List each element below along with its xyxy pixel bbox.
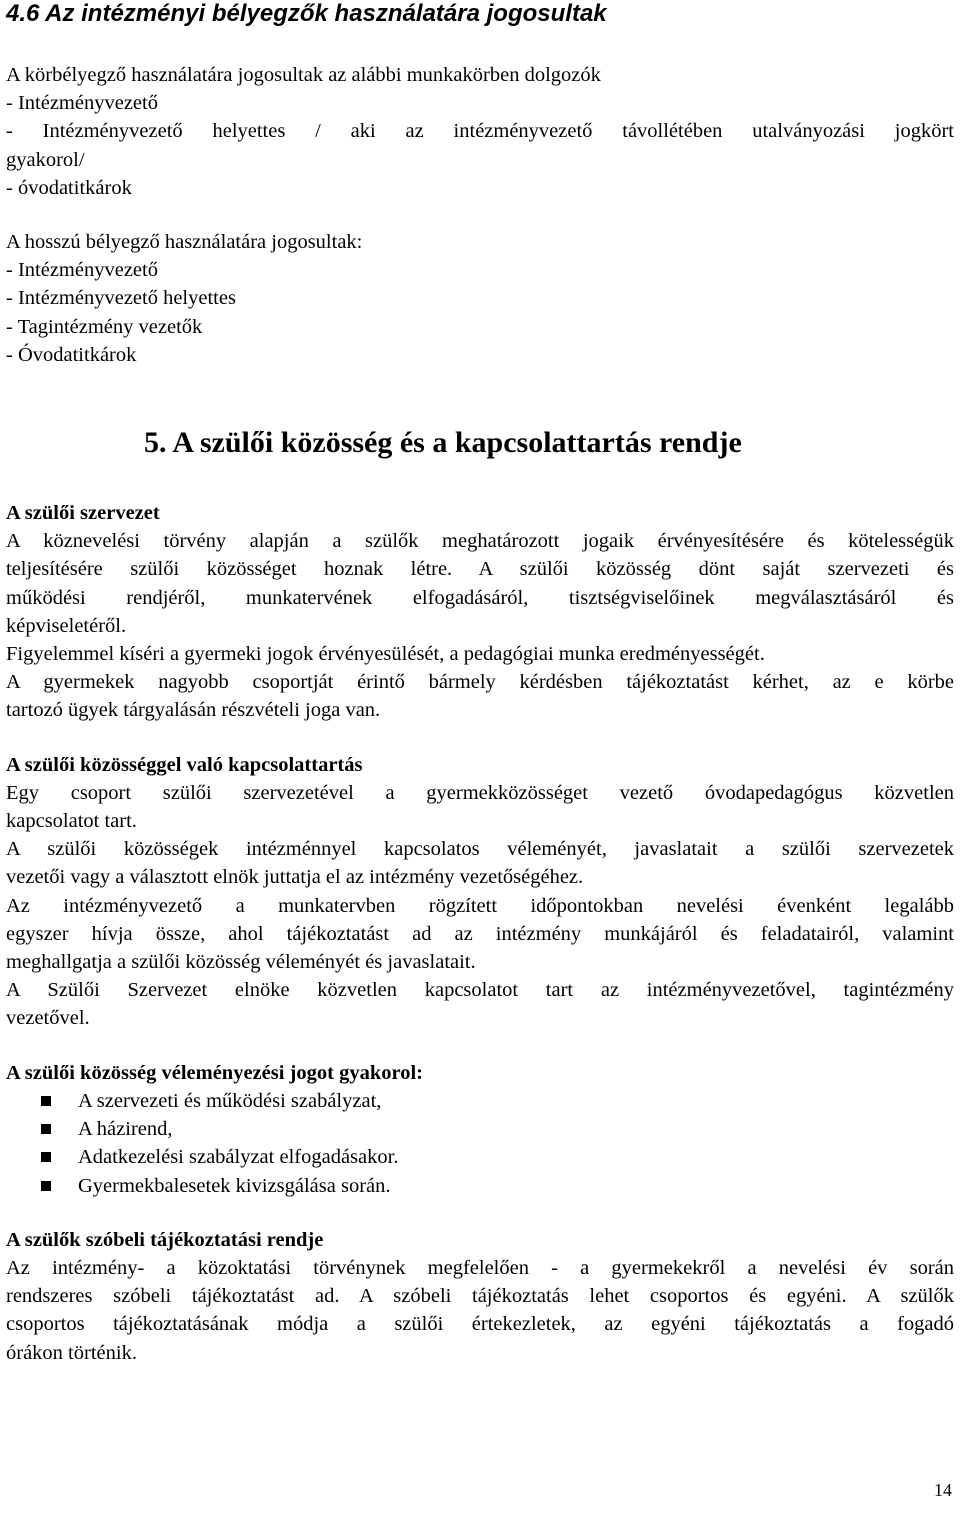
paragraph-line: egyszer hívja össze, ahol tájékoztatást ad az intézmény munkájáról és feladatairól, valamint [6,922,954,945]
paragraph-line: Figyelemmel kíséri a gyermeki jogok érvényesülését, a pedagógiai munka eredményességét. [6,643,765,666]
list-item: - Óvodatitkárok [6,343,137,366]
page-number: 14 [934,1480,952,1500]
opinion-block [6,1059,954,1200]
square-bullet-icon [41,1152,51,1162]
square-bullet-icon [41,1181,51,1191]
contact-heading: A szülői közösséggel való kapcsolattartás [6,753,363,776]
square-bullet-icon [41,1096,51,1106]
paragraph-line: Az intézményvezető a munkatervben rögzített időpontokban nevelési évenként legalább [6,894,954,917]
oral-info-heading: A szülők szóbeli tájékoztatási rendje [6,1228,324,1251]
contact-block [6,751,954,1033]
paragraph-line: csoportos tájékoztatásának módja a szülői értekezletek, az egyéni tájékoztatás a fogadó [6,1313,954,1336]
paragraph-line: A köznevelési törvény alapján a szülők meghatározott jogaik érvényesítésére és kötelességük [6,530,954,553]
paragraph-line: A gyermekek nagyobb csoportját érintő bármely kérdésben tájékoztatást kérhet, az e körbe [6,671,954,694]
paragraph-line: A szülői közösségek intézménnyel kapcsolatos véleményét, javaslatait a szülői szervezetek [6,838,954,861]
chapter-5-title: 5. A szülői közösség és a kapcsolattartás rendje [144,426,742,460]
list-item: gyakorol/ [6,148,85,171]
paragraph-line: teljesítésére szülői közösséget hoznak létre. A szülői közösség dönt saját szervezeti és [6,558,954,581]
opinion-list [6,1087,954,1200]
round-stamp-block [6,61,954,202]
paragraph-line: meghallgatja a szülői közösség véleményét és javaslatait. [6,951,476,974]
parent-org-block [6,499,954,725]
paragraph-line: kapcsolatot tart. [6,810,137,833]
document-page [6,0,954,1367]
paragraph-line: tartozó ügyek tárgyalásán részvételi joga van. [6,699,381,722]
paragraph-line: Az intézmény- a közoktatási törvénynek megfelelően - a gyermekekről a nevelési év során [6,1256,954,1279]
list-item: - Intézményvezető helyettes [6,287,236,310]
section-4-6-title: 4.6 Az intézményi bélyegzők használatára jogosultak [6,0,607,27]
long-stamp-block [6,228,954,369]
list-item: - Intézményvezető [6,92,158,115]
paragraph-line: órákon történik. [6,1341,137,1364]
list-item: - Intézményvezető [6,259,158,282]
round-stamp-intro: A körbélyegző használatára jogosultak az alábbi munkakörben dolgozók [6,64,601,86]
opinion-heading: A szülői közösség véleményezési jogot gyakorol: [6,1061,423,1084]
oral-info-block [6,1226,954,1367]
list-item: A házirend, [78,1115,954,1143]
paragraph-line: A Szülői Szervezet elnöke közvetlen kapcsolatot tart az intézményvezetővel, tagintézmény [6,979,954,1002]
list-item: - Intézményvezető helyettes / aki az intézményvezető távollétében utalványozási jogkört [6,120,954,143]
parent-org-heading: A szülői szervezet [6,502,160,525]
list-item: Adatkezelési szabályzat elfogadásakor. [78,1143,954,1171]
list-item: - Tagintézmény vezetők [6,315,203,338]
long-stamp-intro: A hosszú bélyegző használatára jogosultak: [6,231,363,254]
paragraph-line: Egy csoport szülői szervezetével a gyermekközösséget vezető óvodapedagógus közvetlen [6,781,954,804]
list-item: - óvodatitkárok [6,176,132,199]
square-bullet-icon [41,1124,51,1134]
paragraph-line: rendszeres szóbeli tájékoztatást ad. A szóbeli tájékoztatás lehet csoportos és egyéni. A szülők [6,1285,954,1308]
paragraph-line: vezetői vagy a választott elnök juttatja el az intézmény vezetőségéhez. [6,866,584,889]
paragraph-line: működési rendjéről, munkatervének elfogadásáról, tisztségviselőinek megválasztásáról és [6,586,954,609]
list-item: A szervezeti és működési szabályzat, [78,1087,954,1115]
list-item: Gyermekbalesetek kivizsgálása során. [78,1172,954,1200]
paragraph-line: képviseletéről. [6,614,127,637]
paragraph-line: vezetővel. [6,1007,90,1030]
